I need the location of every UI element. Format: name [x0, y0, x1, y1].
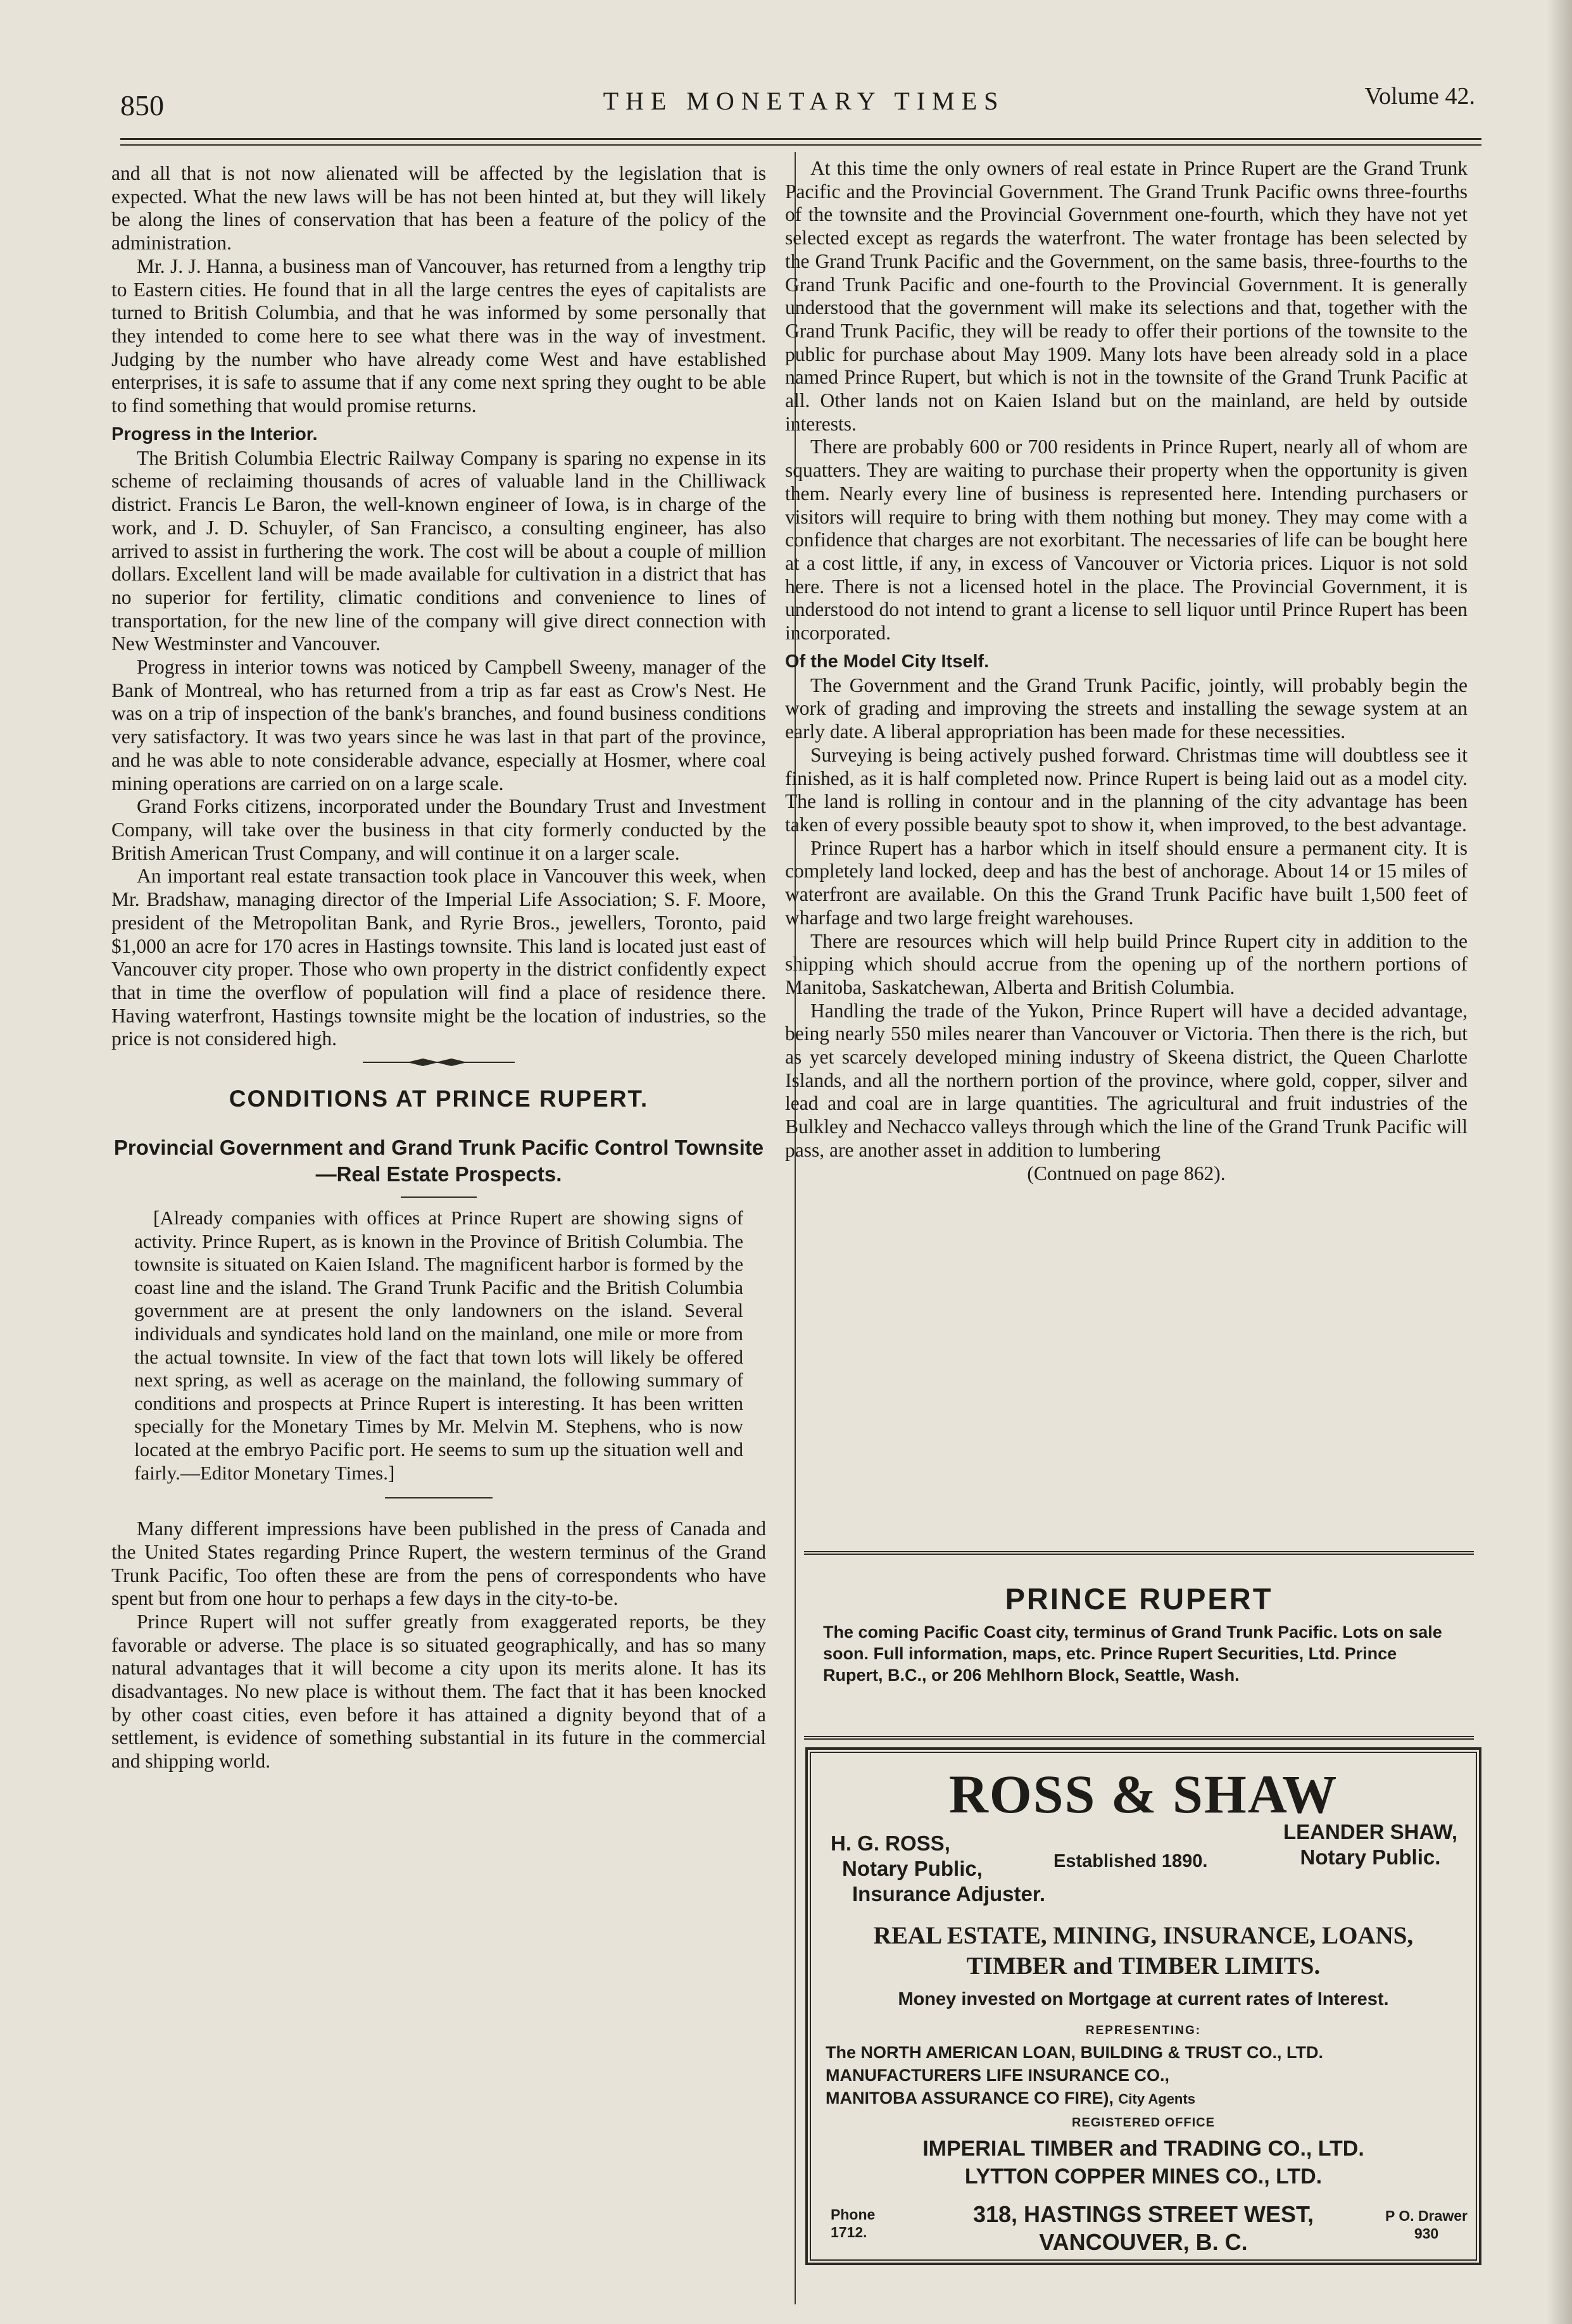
address-block: [808, 2201, 1479, 2256]
short-rule: [385, 1497, 493, 1498]
publication-title: THE MONETARY TIMES: [603, 87, 1005, 115]
paragraph: The British Columbia Electric Railway Company is sparing no expense in its scheme of reclaiming thousands of acres of valuable land in the Chilliwack district. Francis Le Baron, the well-known engineer of Iowa, is in charge of the work, and J. D. Schuyler, of San Francisco, a consulting engineer, has also arrived to assist in furthering the work. The cost will be about a couple of million dollars. Excellent land will be made available for cultivation in a district that has no superior for fertility, climatic conditions and convenience to lines of transportation, for the new line of the company will give direct connection with New Westminster and Vancouver.: [111, 446, 766, 655]
office-company: LYTTON COPPER MINES CO., LTD.: [964, 2164, 1323, 2189]
paragraph: Mr. J. J. Hanna, a business man of Vancouver, has returned from a lengthy trip to Eastern cities. He found that in all the large centres the eyes of capitalists are turned to British Columbia, and that he was informed by some personally that they intended to come here to see what there was in the way of investment. Judging by the number who have already come West and have established enterprises, it is safe to assume that if any come next spring they ought to be able to find something that would promise returns.: [111, 254, 766, 417]
company-line: MANUFACTURERS LIFE INSURANCE CO.,: [826, 2066, 1170, 2085]
header-rule-bottom: [120, 144, 1481, 146]
office-company: IMPERIAL TIMBER and TRADING CO., LTD.: [922, 2137, 1364, 2161]
partner-ross: [831, 1831, 1045, 1907]
services-heading: [808, 1921, 1479, 1982]
ornament-icon: [363, 1056, 515, 1069]
advertisement-prince-rupert: [804, 1551, 1474, 1740]
right-column: [785, 157, 1468, 1537]
partner-shaw: [1283, 1819, 1457, 1870]
address-line: 318, HASTINGS STREET WEST,: [972, 2201, 1314, 2227]
services-line: TIMBER and TIMBER LIMITS.: [966, 1952, 1321, 1980]
editor-note: [Already companies with offices at Prince Rupert are showing signs of activity. Prince Rupert, as is known in the Province of British Columbia. The townsite is situated on Kaien Island. The magnificent harbor is formed by the coast line and the island. The Grand Trunk Pacific and the British Columbia government are at present the only landowners on the island. Several individuals and syndicates hold land on the mainland, one mile or more from the actual townsite. In view of the fact that town lots will likely be offered next spring, as well as acerage on the mainland, the following summary of conditions and prospects at Prince Rupert is interesting. It has been written specially for the Monetary Times by Mr. Melvin M. Stephens, who is now located at the embryo Pacific port. He seems to sum up the situation well and fairly.—Editor Monetary Times.]: [134, 1207, 743, 1484]
paragraph: At this time the only owners of real estate in Prince Rupert are the Grand Trunk Pacific and the Provincial Government. The Grand Trunk Pacific owns three-fourths of the townsite and the Provincial Government one-fourth, which they have not yet selected except as regards the waterfront. The water frontage has been selected by the Grand Trunk Pacific and the Government, on the same basis, three-fourths to the Grand Trunk Pacific and one-fourth to the Provincial Government. It is generally understood that the government will make its selections and that, together with the Grand Trunk Pacific, they will be ready to offer their portions of the townsite to the public for purchase about May 1909. Many lots have been already sold in a place named Prince Rupert, but which is not in the townsite of the Grand Trunk Pacific at all. Other lands not on Kaien Island but on the mainland, are held by outside interests.: [785, 157, 1468, 435]
paragraph: Prince Rupert has a harbor which in itself should ensure a permanent city. It is completely land locked, deep and has the best of anchorage. About 14 or 15 miles of waterfront are available. On this the Grand Trunk Pacific have built 1,500 feet of wharfage and two large freight warehouses.: [785, 836, 1468, 929]
page-number: 850: [120, 89, 164, 122]
paragraph: Progress in interior towns was noticed by Campbell Sweeny, manager of the Bank of Montreal, who has returned from a trip as far east as Crow's Nest. He was on a trip of inspection of the bank's branches, and found business conditions very satisfactory. It was two years since he was last in that part of the province, and he was able to note considerable advance, especially at Hosmer, where coal mining operations are carried on on a large scale.: [111, 656, 766, 795]
short-rule: [401, 1197, 477, 1198]
partner-extra: Insurance Adjuster.: [852, 1882, 1046, 1906]
ad-body: The coming Pacific Coast city, terminus of Grand Trunk Pacific. Lots on sale soon. Full information, maps, etc. Prince Rupert Securities, Ltd. Prince Rupert, B.C., or 206 Mehlhorn Block, Seattle, Wash.: [823, 1623, 1442, 1685]
services-line: REAL ESTATE, MINING, INSURANCE, LOANS,: [873, 1922, 1414, 1949]
paragraph: Grand Forks citizens, incorporated under the Boundary Trust and Investment Company, will take over the business in that city formerly conducted by the British American Trust Company, and will continue it on a larger scale.: [111, 795, 766, 864]
company-name: MANITOBA ASSURANCE CO FIRE),: [826, 2088, 1119, 2107]
phone-number: 1712.: [831, 2224, 867, 2240]
partner-name: LEANDER SHAW,: [1283, 1820, 1457, 1843]
partner-title: Notary Public.: [1300, 1845, 1441, 1869]
paragraph: There are probably 600 or 700 residents in Prince Rupert, nearly all of whom are squatters. They are waiting to purchase their property when the opportunity is given them. Nearly every line of business is represented here. Intending purchasers or visitors will require to bring with them nothing but money. They may come with a confidence that charges are not exorbitant. The necessaries of life can be bought here at a cost little, if any, in excess of Vancouver or Victoria prices. Liquor is not sold here. There is not a licensed hotel in the place. The Provincial Government, it is understood do not intend to grant a license to sell liquor until Prince Rupert has been incorporated.: [785, 436, 1468, 644]
header-rule-top: [120, 138, 1481, 140]
running-header: [120, 82, 1488, 120]
address-line: VANCOUVER, B. C.: [1039, 2229, 1248, 2255]
article-subtitle: Provincial Government and Grand Trunk Pacific Control Townsite—Real Estate Prospects.: [113, 1136, 764, 1186]
firm-name: ROSS & SHAW: [948, 1764, 1338, 1825]
partner-title: Notary Public,: [842, 1857, 983, 1880]
paragraph: The Government and the Grand Trunk Pacific, jointly, will probably begin the work of grading and improving the streets and installing the sewage system at an early date. A liberal appropriation has been made for these necessities.: [785, 674, 1468, 743]
agent-note: City Agents: [1118, 2091, 1195, 2107]
phone-label: Phone: [831, 2206, 876, 2223]
page-binding-shadow: [1547, 0, 1572, 2324]
established-label: Established 1890.: [1053, 1851, 1208, 1871]
ornament-divider: [111, 1056, 766, 1071]
advertisement-ross-shaw: [805, 1747, 1481, 2265]
left-column: [111, 162, 766, 2296]
article-title: CONDITIONS AT PRINCE RUPERT.: [229, 1086, 649, 1112]
represented-companies: [826, 2041, 1323, 2111]
paragraph: An important real estate transaction took place in Vancouver this week, when Mr. Bradshaw, managing director of the Imperial Life Association; S. F. Moore, president of the Metropolitan Bank, and Ryrie Bros., jewellers, Toronto, paid $1,000 an acre for 170 acres in Hastings townsite. This land is located just east of Vancouver city proper. Those who own property in the district confidently expect that in time the overflow of population will find a place of residence there. Having waterfront, Hastings townsite might be the location of industries, so the price is not considered high.: [111, 865, 766, 1050]
section-heading-model-city: Of the Model City Itself.: [785, 651, 990, 672]
money-note: Money invested on Mortgage at current rates of Interest.: [898, 1989, 1389, 2009]
registered-office-companies: [808, 2135, 1479, 2190]
po-drawer-block: [1385, 2207, 1468, 2242]
representing-label: REPRESENTING:: [1085, 2024, 1202, 2037]
continued-note: (Contnued on page 862).: [1027, 1162, 1226, 1184]
paragraph: and all that is not now alienated will be affected by the legislation that is expected. What the new laws will be has not been hinted at, but they will likely be along the lines of conservation that has been a feature of the policy of the administration.: [111, 162, 766, 254]
paragraph: Surveying is being actively pushed forward. Christmas time will doubtless see it finished, as it is half completed now. Prince Rupert is being laid out as a model city. The land is rolling in contour and in the planning of the city advantage has been taken of every possible beauty spot to show it, when improved, to the best advantage.: [785, 743, 1468, 836]
paragraph: Prince Rupert will not suffer greatly from exaggerated reports, be they favorable or adverse. The place is so situated geographically, and has so many natural advantages that it will become a city upon its merits alone. It has its disadvantages. No new place is without them. The fact that it has been knocked by other coast cities, even before it has attained a dignity beyond that of a settlement, is evidence of something substantial in its future in the commercial and shipping world.: [111, 1610, 766, 1773]
paragraph: Handling the trade of the Yukon, Prince Rupert will have a decided advantage, being nearly 550 miles nearer than Vancouver or Victoria. Then there is the rich, but as yet scarcely developed mining industry of Skeena district, the Queen Charlotte Islands, and all the northern portion of the province, where gold, copper, silver and lead and coal are in large quantities. The agricultural and fruit industries of the Bulkley and Nechacco valleys through which the line of the Grand Trunk Pacific will pass, are another asset in addition to lumbering: [785, 999, 1468, 1161]
ad-title: PRINCE RUPERT: [1005, 1582, 1273, 1616]
section-heading-progress: Progress in the Interior.: [111, 424, 318, 444]
company-line: [826, 2087, 1323, 2111]
paragraph: There are resources which will help build Prince Rupert city in addition to the shipping which should accrue from the opening up of the northern portions of Manitoba, Saskatchewan, Alberta and British Columbia.: [785, 929, 1468, 998]
po-number: 930: [1414, 2225, 1439, 2242]
po-label: P O. Drawer: [1385, 2208, 1468, 2224]
company-line: The NORTH AMERICAN LOAN, BUILDING & TRUST CO., LTD.: [826, 2043, 1323, 2062]
partner-name: H. G. ROSS,: [831, 1831, 950, 1855]
registered-office-label: REGISTERED OFFICE: [1072, 2116, 1215, 2130]
paragraph: Many different impressions have been published in the press of Canada and the United States regarding Prince Rupert, the western terminus of the Grand Trunk Pacific, Too often these are from the pens of correspondents who have spent but from one hour to perhaps a few days in the city-to-be.: [111, 1517, 766, 1610]
volume-label: Volume 42.: [1364, 83, 1475, 110]
